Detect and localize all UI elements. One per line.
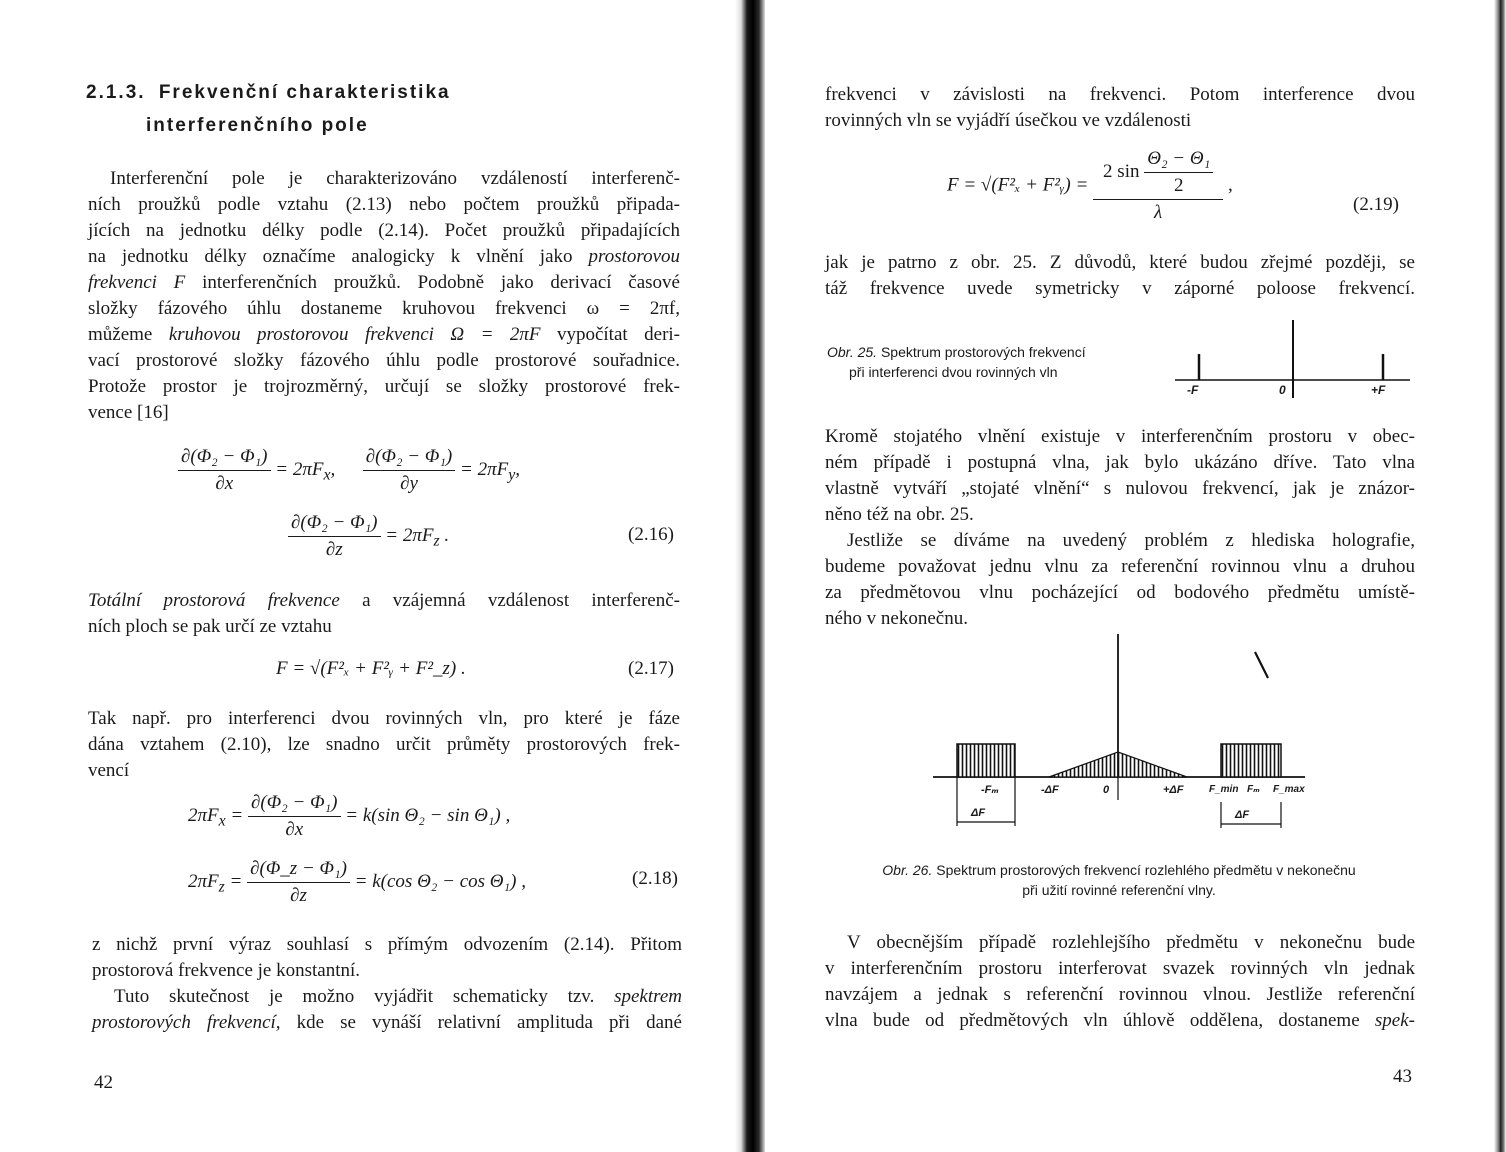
label-fm: Fₘ	[1247, 784, 1260, 795]
paragraph-r5: V obecnějším případě rozlehlejšího předmětu v nekonečnu bude v interferenčním prostoru interferovat svazek rovinných vln jednak navzájem a jednak s referenční rovinnou vlnou. Jestliže referenční vlna bude od předmětových vln úhlově oddělena, dostaneme spek-	[825, 932, 1415, 1031]
page-edge	[1494, 0, 1506, 1152]
equation-2-19: F = √(F²ₓ + F²ᵧ) = 2 sin $\frac{\text{Θ₂ − Θ₁}}{2}$ λ ,	[947, 148, 1233, 223]
section-number: 2.1.3.	[86, 82, 146, 103]
equation-tag-2-17: (2.17)	[628, 658, 674, 679]
page-number-right: 43	[1393, 1066, 1412, 1087]
figure-26-spectrum	[925, 630, 1315, 830]
band-right	[1221, 744, 1281, 777]
equation-2-17: F = √(F²ₓ + F²ᵧ + F²_z) .	[276, 658, 466, 679]
equation-tag-2-16: (2.16)	[628, 524, 674, 545]
label-zero: 0	[1103, 784, 1110, 796]
section-title-line-1: Frekvenční charakteristika	[158, 82, 451, 103]
paragraph-4: z nichž první výraz souhlasí s přímým odvozením (2.14). Přitom prostorová frekvence je konstantní. Tuto skutečnost je možno vyjádřit schematicky tzv. spektrem prostorových frekvencí, kde se vynáší relativní amplituda při dané	[92, 934, 682, 1033]
book-gutter	[735, 0, 765, 1152]
equation-tag-2-19: (2.19)	[1353, 194, 1399, 215]
tick-neg-f: -F	[1187, 383, 1199, 397]
left-page	[0, 0, 735, 1152]
tick-zero: 0	[1279, 383, 1286, 397]
right-page	[765, 0, 1506, 1152]
label-delta-f-right: ΔF	[1235, 809, 1250, 821]
equation-2-18-a: $2\pi F_x$ = $\frac{\text{∂(Φ₂ − Φ₁)}}{\partial x}$ = k(sin Θ₂ − sin Θ₁) ,	[188, 792, 511, 840]
equation-2-16-b: $\frac{\text{∂(Φ₂ − Φ₁)}}{\partial z}$ = $2\pi F_z$ .	[288, 512, 449, 561]
tick-pos-f: +F	[1371, 383, 1386, 397]
page-number-left: 42	[94, 1072, 113, 1093]
label-neg-fm: -Fₘ	[981, 784, 999, 796]
label-neg-delta-f: -ΔF	[1041, 784, 1059, 796]
label-f-min: F_min	[1209, 784, 1239, 795]
paragraph-3: Tak např. pro interferenci dvou rovinných vln, pro které je fáze dána vztahem (2.10), lze snadno určit průměty prostorových frek- vencí	[88, 708, 680, 781]
label-delta-f-left: ΔF	[971, 807, 986, 819]
label-f-max: F_max	[1273, 784, 1305, 795]
figure-25-caption: Obr. 25. Spektrum prostorových frekvencí při interferenci dvou rovinných vln	[827, 344, 1086, 380]
paragraph-2: Totální prostorová frekvence a vzájemná vzdálenost interferenč- ních ploch se pak určí ze vztahu	[88, 590, 680, 637]
paragraph-r2: jak je patrno z obr. 25. Z důvodů, které budou zřejmé později, se táž frekvence uvede symetricky v záporné poloose frekvencí.	[825, 252, 1415, 299]
equation-2-18-b: $2\pi F_z$ = $\frac{\text{∂(Φ\_z − Φ₁)}}{\partial z}$ = k(cos Θ₂ − cos Θ₁) ,	[188, 858, 526, 906]
section-title-line-2: interferenčního pole	[146, 115, 369, 136]
paragraph-r1: frekvenci v závislosti na frekvenci. Potom interference dvou rovinných vln se vyjádří úsečkou ve vzdálenosti	[825, 84, 1415, 131]
paragraph-r3: Kromě stojatého vlnění existuje v interferenčním prostoru v obec- ném případě i postupná vlna, jak bylo ukázáno dříve. Tato vlna vlastně vytváří „stojaté vlnění“ s nulovou frekvencí, jak je znázor- něno též na obr. 25. Jestliže se díváme na uvedený problém z hlediska holografie, budeme považovat jednu vlnu za referenční rovinnou vlnu a druhou za předmětovou vlnu pocházející od bodového předmětu umístě- ného v nekonečnu.	[825, 426, 1415, 629]
label-pos-delta-f: +ΔF	[1163, 784, 1184, 796]
equation-tag-2-18: (2.18)	[632, 868, 678, 889]
section-heading	[86, 82, 451, 104]
figure-26-caption: Obr. 26. Spektrum prostorových frekvencí rozlehlého předmětu v nekonečnu při užití rovinné referenční vlny.	[882, 862, 1356, 898]
band-left	[957, 744, 1015, 777]
equation-2-16-a: $\frac{\text{∂(Φ₂ − Φ₁)}}{\partial x}$ = $2\pi F_x$, $\frac{\text{∂(Φ₂ − Φ₁)}}{\partial y}$ = $2\pi F_y$,	[178, 446, 520, 495]
paragraph-1: Interferenční pole je charakterizováno vzdáleností interferenč- ních proužků podle vztahu (2.13) nebo počtem proužků připada- jících na jednotku délky podle (2.14). Počet proužků připadajících na jednotku délky označíme analogicky k vlnění jako prostorovou frekvenci F interferenčních proužků. Podobně jako derivací časové složky fázového úhlu dostaneme kruhovou frekvenci ω = 2πf, můžeme kruhovou prostorovou frekvenci Ω = 2πF vypočítat deri- vací prostorové složky fázového úhlu podle prostorové souřadnice. Protože prostor je trojrozměrný, určují se složky prostorové frek- vence [16]	[88, 168, 680, 423]
